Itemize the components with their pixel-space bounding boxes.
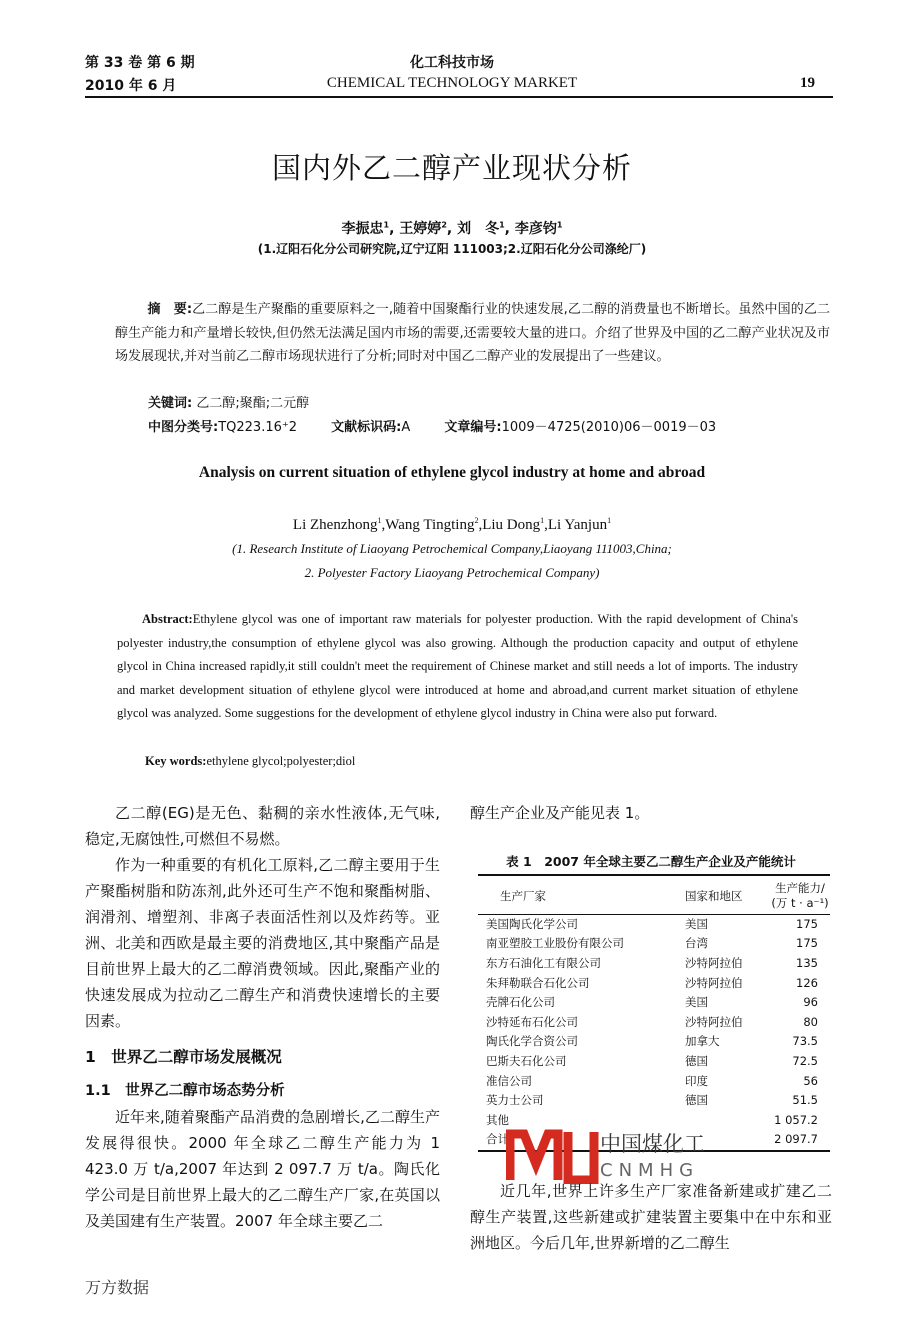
cell-region: 德国 [685, 1053, 708, 1068]
cell-region: 美国 [685, 916, 708, 931]
author-en: Wang Tingting [385, 517, 475, 533]
paragraph: 近年来,随着聚酯产品消费的急剧增长,乙二醇生产发展得很快。2000 年全球乙二醇生产能力为 1 423.0 万 t/a,2007 年达到 2 097.7 万 t/a。陶氏化学公司是目前世界上最大的乙二醇生产厂家,在英国以及美国建有生产装置。2007 年全球主要乙二 [85, 1108, 440, 1230]
body-right-column [470, 800, 832, 826]
author-sup: 1 [377, 516, 382, 525]
table-row [486, 992, 830, 1012]
abstract-label: 摘 要: [147, 302, 193, 317]
table-header-rule [478, 914, 830, 915]
cell-region: 沙特阿拉伯 [685, 1014, 743, 1029]
paper-title-en: Analysis on current situation of ethylene glycol industry at home and abroad [198, 464, 706, 481]
journal-title-en: CHEMICAL TECHNOLOGY MARKET [326, 75, 578, 91]
watermark-logo [506, 1128, 600, 1184]
author-sup: 1 [540, 516, 545, 525]
cell-capacity: 96 [803, 995, 818, 1010]
watermark-text-zh: 中国煤化工 [600, 1132, 705, 1156]
cell-region: 沙特阿拉伯 [685, 975, 743, 990]
table-row [486, 953, 830, 973]
doc-code-label: 文献标识码: [331, 420, 402, 435]
doc-code-value: A [401, 420, 411, 435]
authors: 李振忠$^1$, 王婷婷$^2$, 刘 冬$^1$, 李彦钧$^1$ [341, 220, 563, 237]
cell-capacity: 80 [803, 1014, 818, 1029]
cell-capacity: 175 [796, 916, 818, 931]
keywords-en-text: ethylene glycol;polyester;diol [206, 754, 356, 768]
watermark-text-en: CNMHG [600, 1160, 700, 1181]
author-en: Li Yanjun [547, 517, 608, 533]
author-en: Liu Dong [482, 517, 541, 533]
cell-company: 合计 [486, 1132, 509, 1147]
paragraph: 作为一种重要的有机化工原料,乙二醇主要用于生产聚酯树脂和防冻剂,此外还可生产不饱和聚酯树脂、润滑剂、增塑剂、非离子表面活性剂以及炸药等。亚洲、北美和西欧是最主要的消费地区,其中聚酯产品是目前世界上最大的乙二醇消费领域。因此,聚酯产业的快速发展成为拉动乙二醇生产和消费快速增长的主要因素。 [85, 856, 440, 1030]
keywords-en-label: Key words: [145, 754, 207, 768]
affiliation-en-1: (1. Research Institute of Liaoyang Petrochemical Company,Liaoyang 111003,China; [232, 541, 672, 556]
clc-label: 中图分类号: [148, 420, 219, 435]
paragraph: 近几年,世界上许多生产厂家准备新建或扩建乙二醇生产装置,这些新建或扩建装置主要集中在中东和亚洲地区。今后几年,世界新增的乙二醇生 [470, 1182, 832, 1252]
author-sup: 2 [441, 220, 447, 230]
table-row [486, 1012, 830, 1032]
paragraph: 醇生产企业及产能见表 1。 [470, 804, 650, 822]
author-sup: 1 [556, 220, 563, 230]
author: 李振忠 [341, 221, 384, 237]
affiliation-en-2: 2. Polyester Factory Liaoyang Petrochemical Company) [304, 565, 600, 580]
issue-date: 2010 年 6 月 [85, 78, 177, 94]
cell-capacity: 73.5 [792, 1034, 818, 1049]
cell-region: 台湾 [685, 936, 708, 951]
keywords-text: 乙二醇;聚酯;二元醇 [192, 396, 310, 411]
cell-region: 德国 [685, 1093, 708, 1108]
cell-capacity: 175 [796, 936, 818, 951]
cell-region: 沙特阿拉伯 [685, 955, 743, 970]
col-header [770, 878, 830, 914]
cell-capacity: 51.5 [792, 1093, 818, 1108]
body-left-column [85, 800, 440, 1234]
keywords-en [145, 750, 355, 774]
article-no-value: 1009－4725(2010)06－0019－03 [501, 420, 717, 435]
col-header: 生产厂家 [500, 889, 546, 903]
paragraph: 乙二醇(EG)是无色、黏稠的亲水性液体,无气味,稳定,无腐蚀性,可燃但不易燃。 [85, 804, 440, 848]
footer-source: 万方数据 [85, 1278, 150, 1297]
table-top-rule [478, 874, 830, 876]
author-sup: 1 [383, 220, 390, 230]
journal-title-zh: 化工科技市场 [410, 55, 494, 71]
cell-company: 巴斯夫石化公司 [486, 1053, 567, 1068]
section-heading: 1 世界乙二醇市场发展概况 [85, 1048, 282, 1066]
subsection-heading: 1.1 世界乙二醇市场态势分析 [85, 1083, 285, 1099]
paper-title: 国内外乙二醇产业现状分析 [271, 151, 632, 185]
table-row [486, 1032, 830, 1052]
keywords-label: 关键词: [148, 396, 193, 411]
cell-region [685, 1110, 770, 1130]
cell-capacity: 56 [803, 1073, 818, 1088]
capacity-table [486, 878, 830, 1149]
table-row [486, 1071, 830, 1091]
col-header: 国家和地区 [685, 889, 743, 903]
cell-company: 英力士公司 [486, 1093, 544, 1108]
abstract-zh [115, 298, 830, 369]
cell-region: 印度 [685, 1073, 708, 1088]
cell-company: 其他 [486, 1112, 509, 1127]
article-no-label: 文章编号: [444, 420, 502, 435]
table-row [486, 914, 830, 934]
cell-company: 壳牌石化公司 [486, 995, 555, 1010]
cell-company: 沙特延布石化公司 [486, 1014, 578, 1029]
cell-capacity: 135 [796, 955, 818, 970]
table-caption: 表 1 2007 年全球主要乙二醇生产企业及产能统计 [506, 854, 796, 869]
author-sup: 1 [499, 220, 505, 230]
cnmhg-logo-icon [506, 1128, 600, 1184]
cell-capacity: 1 057.2 [774, 1112, 818, 1127]
author: 李彦钧 [514, 221, 557, 237]
col-header-line: 生产能力/ [775, 881, 825, 895]
table-row [486, 973, 830, 993]
cell-company: 南亚塑胶工业股份有限公司 [486, 936, 624, 951]
abstract-en-text: Ethylene glycol was one of important raw materials for polyester production. With the rapid development of China's polyester industry,the consumption of ethylene glycol was also growing. Although the production capacity and output of ethylene glycol in China increased rapidly,it still couldn't meet the requirement of Chinese market and still needs a lot of imports. The industry and market development situation of ethylene glycol were introduced at home and abroad,and current market situation of ethylene glycol was analyzed. Some suggestions for the development of ethylene glycol industry in China were also put forward. [117, 612, 798, 720]
authors-en: Li Zhenzhong$^1$,Wang Tingting$^2$,Liu Dong$^1$,Li Yanjun$^1$ [292, 516, 612, 533]
keywords-zh [148, 392, 309, 416]
table-row [486, 1051, 830, 1071]
cell-company: 美国陶氏化学公司 [486, 916, 578, 931]
cell-company: 东方石油化工有限公司 [486, 955, 601, 970]
author-sup: 1 [607, 516, 612, 525]
cell-company: 朱拜勒联合石化公司 [486, 975, 590, 990]
cell-capacity: 72.5 [792, 1053, 818, 1068]
col-header-line: (万 t · a⁻¹) [771, 896, 829, 910]
table-row [486, 1110, 830, 1130]
page-number: 19 [800, 75, 815, 91]
cell-region: 加拿大 [685, 1034, 720, 1049]
author: 王婷婷 [399, 221, 442, 237]
author: 刘 冬 [457, 221, 500, 237]
abstract-en-label: Abstract: [142, 612, 193, 626]
cell-region: 美国 [685, 995, 708, 1010]
table-row [486, 934, 830, 954]
cell-capacity: 2 097.7 [774, 1132, 818, 1147]
cell-company: 陶氏化学合资公司 [486, 1034, 578, 1049]
body-right-continued [470, 1178, 832, 1256]
author-en: Li Zhenzhong [292, 517, 378, 533]
clc-value: TQ223.16⁺2 [218, 420, 297, 435]
table-header-row [486, 878, 830, 914]
abstract-text: 乙二醇是生产聚酯的重要原料之一,随着中国聚酯行业的快速发展,乙二醇的消费量也不断增长。虽然中国的乙二醇生产能力和产量增长较快,但仍然无法满足国内市场的需要,还需要较大量的进口。介绍了世界及中国的乙二醇产业状况及市场发展现状,并对当前乙二醇市场现状进行了分析;同时对中国乙二醇产业的发展提出了一些建议。 [115, 302, 831, 364]
affiliation: (1.辽阳石化分公司研究院,辽宁辽阳 111003;2.辽阳石化分公司涤纶厂) [257, 242, 647, 256]
table-row [486, 1090, 830, 1110]
cell-company: 准信公司 [486, 1073, 532, 1088]
author-sup: 2 [474, 516, 479, 525]
header-rule [85, 96, 833, 98]
abstract-en [117, 608, 798, 726]
classification-line [148, 416, 716, 440]
volume-issue: 第 33 卷 第 6 期 [85, 55, 195, 71]
cell-capacity: 126 [796, 975, 818, 990]
